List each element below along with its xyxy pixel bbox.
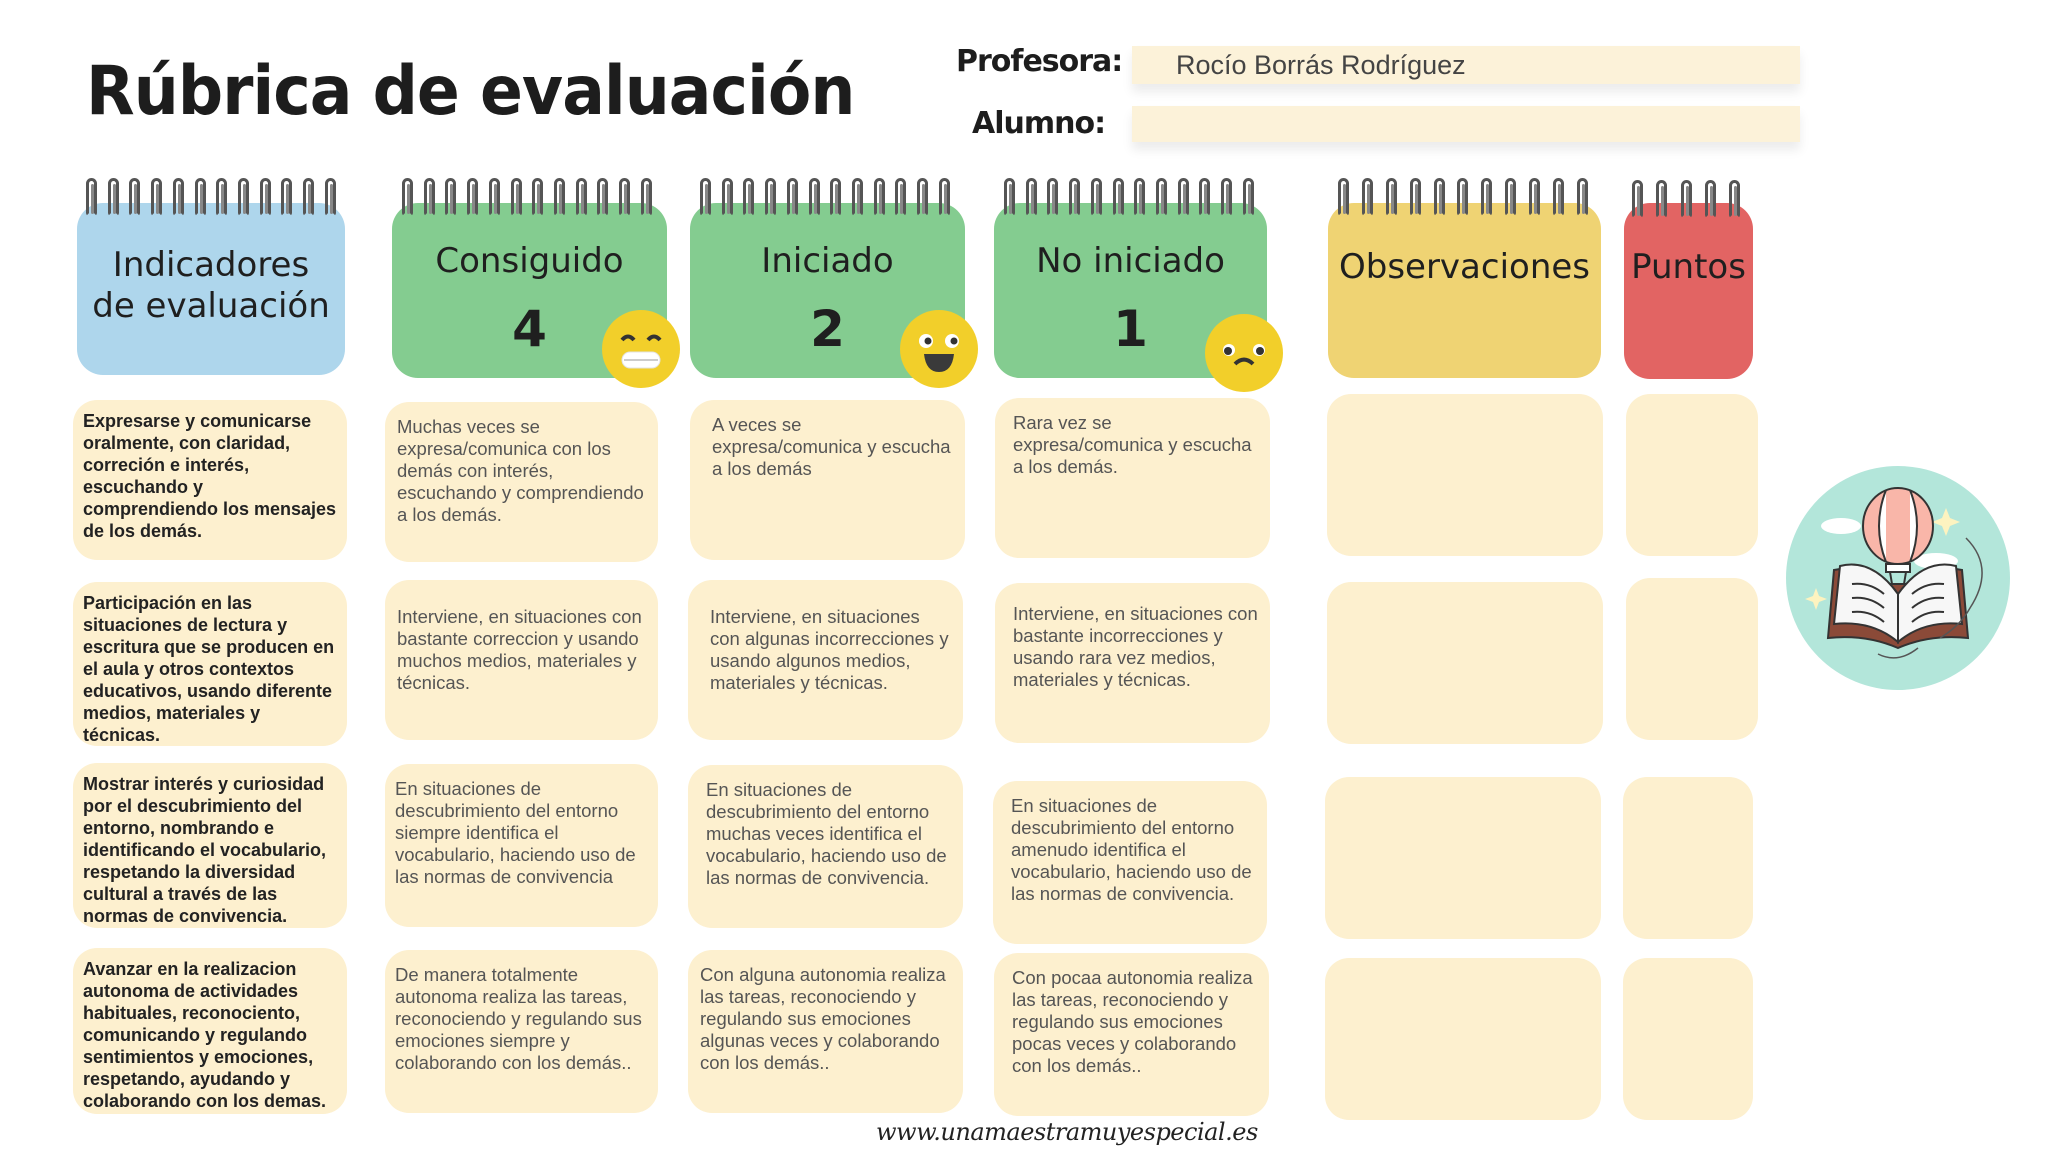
header-label: Consiguido — [435, 241, 624, 281]
puntos-cell[interactable] — [1623, 958, 1753, 1120]
no-iniciado-cell: En situaciones de descubrimiento del entorno amenudo identifica el vocabulario, haciendo uso de las normas de convivencia. — [993, 781, 1267, 944]
teacher-label: Profesora: — [956, 44, 1123, 79]
student-field[interactable] — [1132, 106, 1800, 142]
consiguido-cell: Interviene, en situaciones con bastante correccion y usando muchos medios, materiales y técnicas. — [385, 580, 658, 740]
header-score: 1 — [1113, 300, 1148, 358]
sad-face-icon — [1205, 314, 1283, 392]
spiral-rings — [1632, 180, 1740, 220]
spiral-rings — [1004, 178, 1254, 218]
indicator-cell: Mostrar interés y curiosidad por el descubrimiento del entorno, nombrando e identificando el vocabulario, respetando la diversidad cultural a través de las normas de convivencia. — [73, 763, 347, 928]
observaciones-cell[interactable] — [1327, 582, 1603, 744]
puntos-cell[interactable] — [1626, 578, 1758, 740]
no-iniciado-cell: Con pocaa autonomia realiza las tareas, reconociendo y regulando sus emociones pocas veces y colaborando con los demás.. — [994, 953, 1269, 1116]
header-label: Indicadores de evaluación — [92, 245, 330, 326]
observaciones-cell[interactable] — [1327, 394, 1603, 556]
spiral-rings — [402, 178, 652, 218]
teacher-value: Rocío Borrás Rodríguez — [1176, 49, 1466, 80]
header-indicadores — [77, 203, 345, 375]
header-observaciones — [1328, 203, 1601, 378]
observaciones-cell[interactable] — [1325, 958, 1601, 1120]
header-score: 4 — [512, 300, 547, 358]
indicator-cell: Participación en las situaciones de lectura y escritura que se producen en el aula y otros contextos educativos, usando diferente medios, materiales y técnicas. — [73, 582, 347, 746]
consiguido-cell: En situaciones de descubrimiento del entorno siempre identifica el vocabulario, haciendo uso de las normas de convivencia — [385, 764, 658, 927]
indicator-cell: Avanzar en la realizacion autonoma de actividades habituales, reconociento, comunicando y regulando sentimientos y emociones, respetando, ayudando y colaborando con los demas. — [73, 948, 347, 1114]
consiguido-cell: Muchas veces se expresa/comunica con los demás con interés, escuchando y comprendiendo a los demás. — [385, 402, 658, 562]
header-puntos — [1624, 203, 1753, 379]
puntos-cell[interactable] — [1626, 394, 1758, 556]
observaciones-cell[interactable] — [1325, 777, 1601, 939]
page-title: Rúbrica de evaluación — [86, 52, 855, 131]
teacher-field[interactable] — [1132, 46, 1800, 84]
grinning-face-icon — [602, 310, 680, 388]
spiral-rings — [700, 178, 950, 218]
student-label: Alumno: — [972, 106, 1106, 141]
header-label: Iniciado — [761, 241, 894, 281]
iniciado-cell: En situaciones de descubrimiento del entorno muchas veces identifica el vocabulario, haciendo uso de las normas de convivencia. — [688, 765, 963, 928]
no-iniciado-cell: Rara vez se expresa/comunica y escucha a los demás. — [995, 398, 1270, 558]
indicator-cell: Expresarse y comunicarse oralmente, con claridad, correción e interés, escuchando y comprendiendo los mensajes de los demás. — [73, 400, 347, 560]
spiral-rings — [86, 178, 336, 218]
website-footer: www.unamaestramuyespecial.es — [876, 1118, 1258, 1146]
header-label: No iniciado — [1036, 241, 1225, 281]
iniciado-cell: A veces se expresa/comunica y escucha a los demás — [690, 400, 965, 560]
no-iniciado-cell: Interviene, en situaciones con bastante incorrecciones y usando rara vez medios, materiales y técnicas. — [995, 583, 1270, 743]
header-label: Puntos — [1631, 247, 1746, 287]
hot-air-balloon-book-illustration — [1786, 466, 2010, 690]
spiral-rings — [1338, 178, 1588, 218]
header-score: 2 — [810, 300, 845, 358]
iniciado-cell: Interviene, en situaciones con algunas incorrecciones y usando algunos medios, materiales y técnicas. — [688, 580, 963, 740]
header-label: Observaciones — [1338, 247, 1591, 287]
iniciado-cell: Con alguna autonomia realiza las tareas, reconociendo y regulando sus emociones algunas veces y colaborando con los demás.. — [688, 950, 963, 1113]
puntos-cell[interactable] — [1623, 777, 1753, 939]
consiguido-cell: De manera totalmente autonoma realiza las tareas, reconociendo y regulando sus emociones siempre y colaborando con los demás.. — [385, 950, 658, 1113]
smiling-face-icon — [900, 310, 978, 388]
